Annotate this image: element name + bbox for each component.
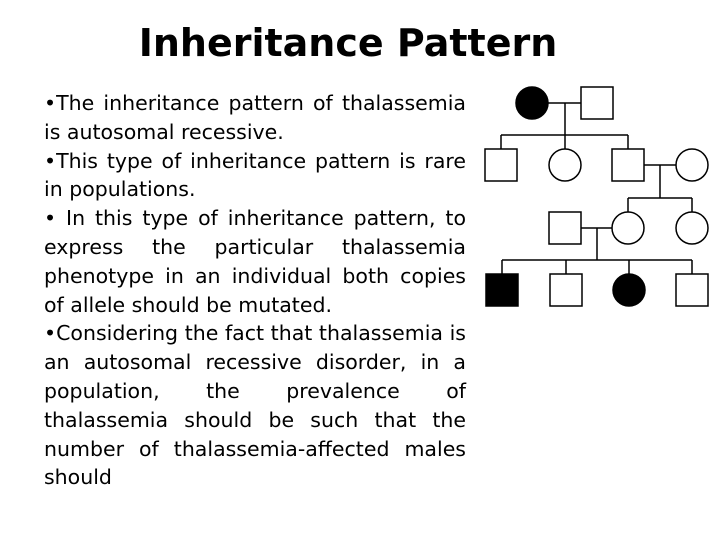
pedigree-female-affected-I-1 bbox=[516, 87, 548, 119]
pedigree-male-III-1 bbox=[549, 212, 581, 244]
pedigree-male-II-3 bbox=[612, 149, 644, 181]
pedigree-female-affected-IV-3 bbox=[613, 274, 645, 306]
bullet-inheritance-autosomal-recessive: •The inheritance pattern of thalassemia is autosomal recessive. bbox=[44, 91, 466, 144]
slide-title: Inheritance Pattern bbox=[138, 21, 558, 65]
pedigree-male-affected-IV-1 bbox=[486, 274, 518, 306]
pedigree-male-II-1 bbox=[485, 149, 517, 181]
bullet-rare-in-populations: •This type of inheritance pattern is rare in populations. bbox=[44, 148, 466, 202]
pedigree-female-III-3 bbox=[676, 212, 708, 244]
pedigree-male-I-2 bbox=[581, 87, 613, 119]
bullet-prevalence-males-females: •Considering the fact that thalassemia is an autosomal recessive disorder, in a population, the prevalence of thalassemia should be such that the number of thalassemia-affected males should bbox=[44, 321, 466, 490]
pedigree-chart bbox=[480, 84, 720, 314]
pedigree-female-II-4 bbox=[676, 149, 708, 181]
pedigree-female-II-2 bbox=[549, 149, 581, 181]
pedigree-male-IV-4 bbox=[676, 274, 708, 306]
pedigree-male-IV-2 bbox=[550, 274, 582, 306]
pedigree-female-III-2 bbox=[612, 212, 644, 244]
bullet-list bbox=[44, 89, 466, 492]
bullet-both-alleles-mutated: • In this type of inheritance pattern, to express the particular thalassemia phenotype in an individual both copies of allele should be mutated. bbox=[44, 206, 466, 317]
